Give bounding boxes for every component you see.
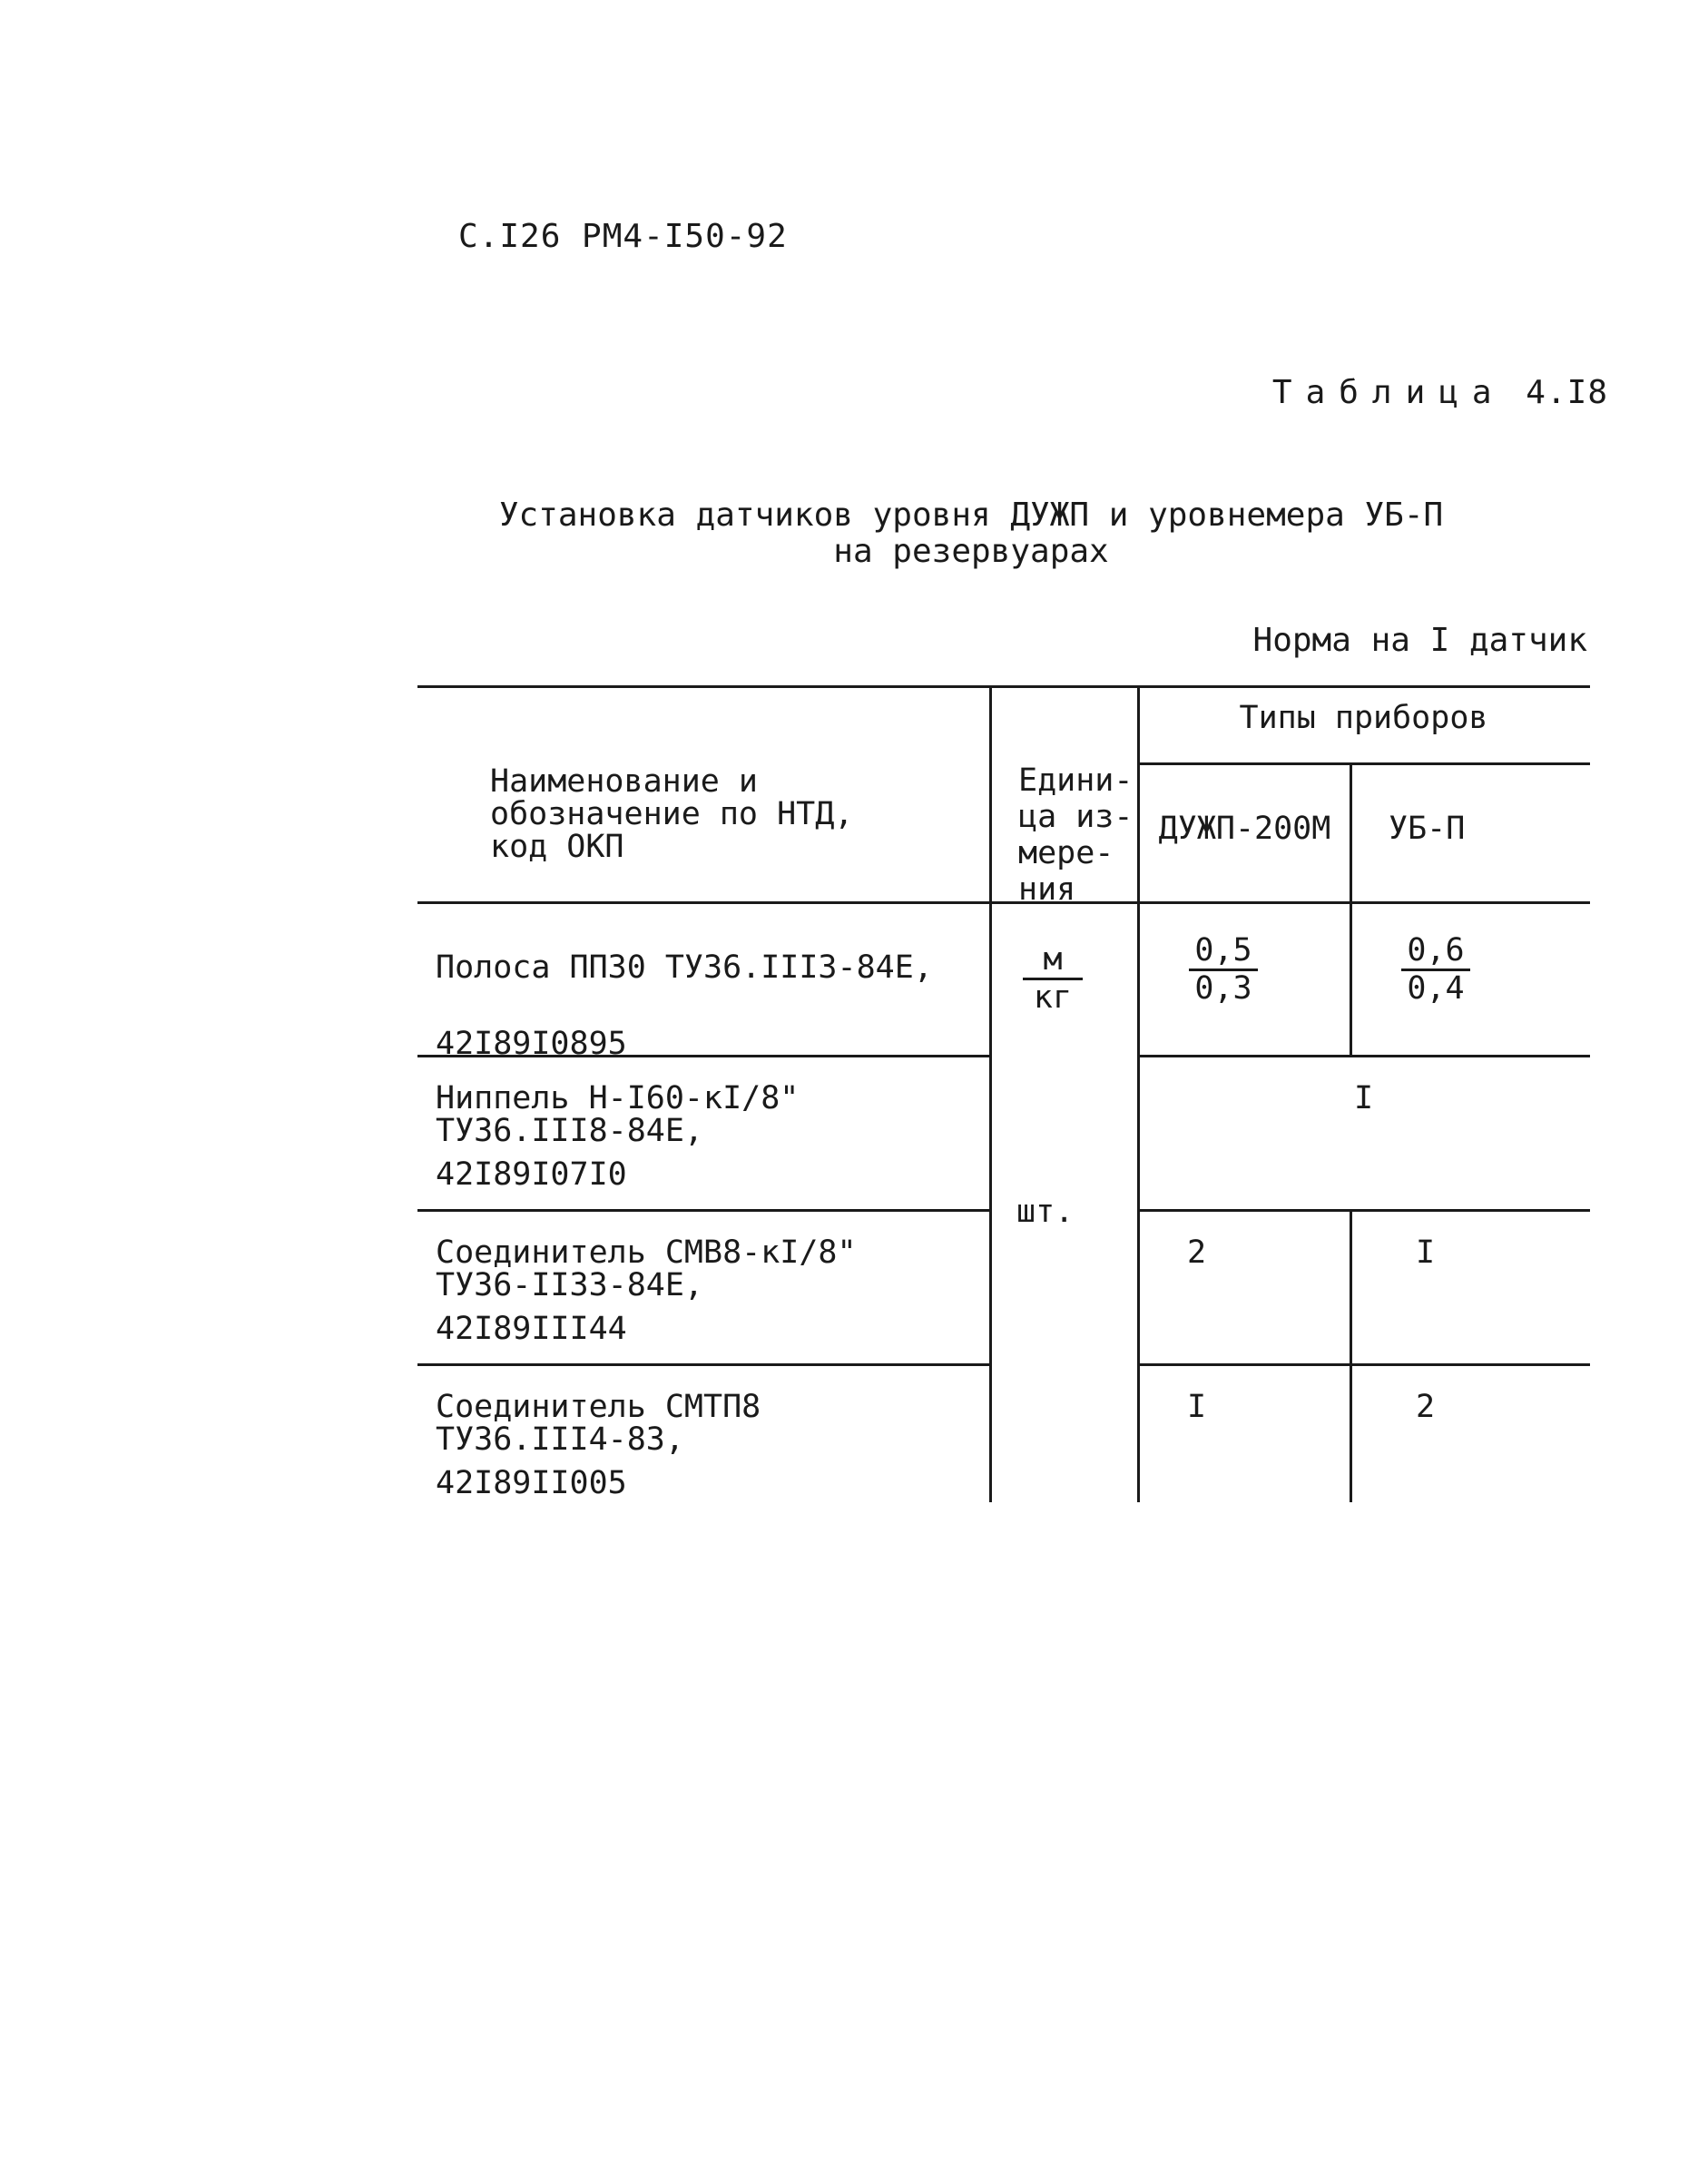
table-title-line-2: на резервуарах [833, 533, 1109, 570]
unit-column-header: Едини- ца из- мере- ния [1018, 762, 1134, 908]
shared-unit: шт. [1016, 1194, 1075, 1230]
row4-name: Соединитель СМТП8 ТУ36.III4-83, 42I89II005 [436, 1389, 761, 1501]
row1-name: Полоса ПП30 ТУ36.III3-84Е, 42I89I0895 [436, 949, 933, 1062]
row2-name: Ниппель Н-I60-кI/8" ТУ36.III8-84Е, 42I89I07I0 [436, 1080, 800, 1193]
row2-name-divider [417, 1209, 991, 1212]
header-bottom-border [417, 901, 1590, 904]
device-group-header: Типы приборов [1239, 700, 1488, 736]
row1-value-divider [1137, 1055, 1590, 1057]
group-header-divider [1137, 762, 1590, 765]
row3-name-divider [417, 1363, 991, 1366]
table-top-border [417, 685, 1590, 688]
row3-name: Соединитель СМВ8-кI/8" ТУ36-II33-84Е, 42I89III44 [436, 1234, 857, 1347]
row1-device1-fraction: $\frac{0,5}{0,3}$ [1189, 935, 1258, 1005]
table-number [1272, 374, 1608, 411]
device-divider-upper [1350, 762, 1352, 1057]
table-title-line-1: Установка датчиков уровня ДУЖП и уровнемера УБ-П [498, 497, 1444, 534]
row3-value-divider [1137, 1363, 1590, 1366]
row2-merged-value: I [1353, 1080, 1374, 1116]
table-title [490, 497, 1452, 570]
name-column-header: Наименование и обозначение по НТД, код ОКП [490, 763, 854, 865]
row4-device1-value: I [1187, 1389, 1207, 1425]
table-label-word: Таблица [1271, 374, 1506, 411]
page-reference: С.I26 РМ4-I50-92 [458, 218, 788, 255]
norm-note: Норма на I датчик [1252, 622, 1587, 659]
row4-device2-value: 2 [1416, 1389, 1436, 1425]
row1-unit-fraction: м кг [1023, 944, 1083, 1014]
table-label-number: 4.I8 [1526, 374, 1608, 411]
device2-header: УБ-П [1389, 811, 1466, 847]
device-divider-lower [1350, 1209, 1352, 1502]
row1-device2-fraction: $\frac{0,6}{0,4}$ [1401, 935, 1470, 1005]
row2-value-divider [1137, 1209, 1590, 1212]
device1-header: ДУЖП-200М [1158, 811, 1331, 847]
unit-column-left-border [989, 685, 992, 1502]
row3-device2-value: I [1416, 1234, 1436, 1271]
row3-device1-value: 2 [1187, 1234, 1207, 1271]
